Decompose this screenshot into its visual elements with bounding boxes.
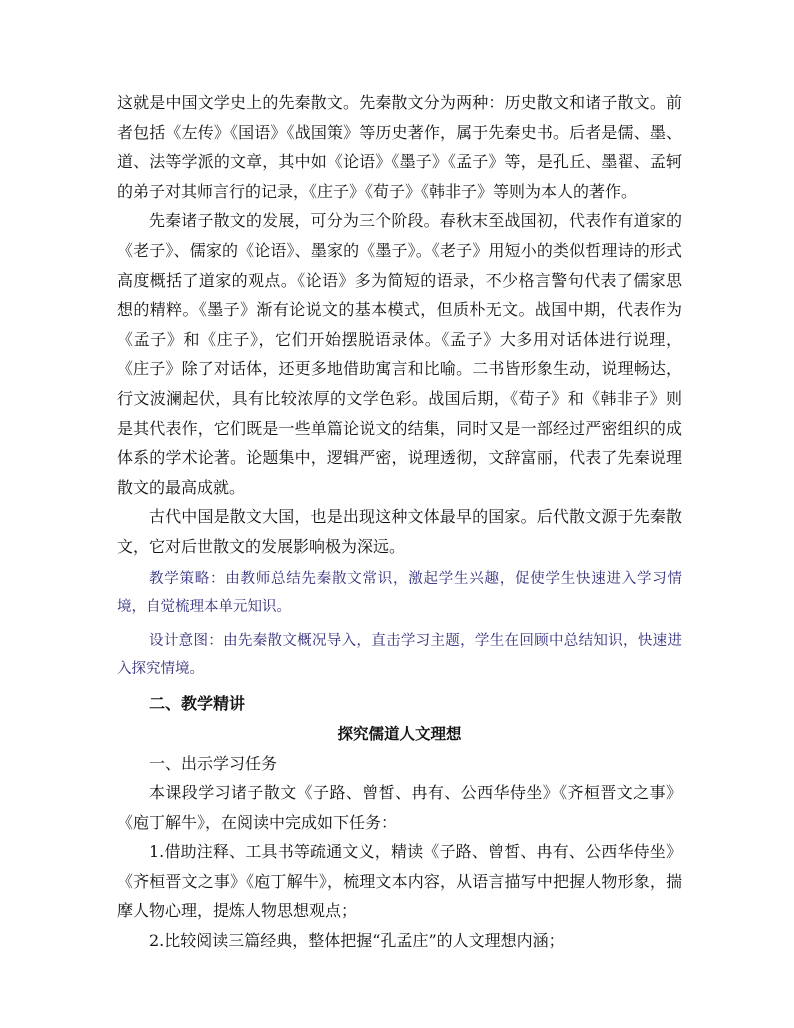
task-intro-paragraph: 本课段学习诸子散文《子路、曾皙、冉有、公西华侍坐》《齐桓晋文之事》《庖丁解牛》，在阅读中完成如下任务：	[117, 783, 682, 832]
development-paragraph: 先秦诸子散文的发展，可分为三个阶段。春秋末至战国初，代表作有道家的《老子》、儒家的《论语》、墨家的《墨子》。《老子》用短小的类似哲理诗的形式高度概括了道家的观点。《论语》多为简短的语录，不少格言警句代表了儒家思想的精粹。《墨子》渐有论说文的基本模式，但质朴无文。战国中期，代表作为《孟子》和《庄子》，它们开始摆脱语录体。《孟子》大多用对话体进行说理，《庄子》除了对话体，还更多地借助寓言和比喻。二书皆形象生动，说理畅达，行文波澜起伏，具有比较浓厚的文学色彩。战国后期，《荀子》和《韩非子》则是其代表作，它们既是一些单篇论说文的结集，同时又是一部经过严密组织的成体系的学术论著。论题集中，逻辑严密，说理透彻，文辞富丽，代表了先秦说理散文的最高成就。	[117, 211, 682, 497]
design-intent-note: 设计意图：由先秦散文概况导入，直击学习主题，学生在回顾中总结知识，快速进入探究情境。	[117, 632, 682, 677]
topic-title: 探究儒道人文理想	[337, 724, 462, 743]
subheading-learning-tasks: 一、出示学习任务	[149, 753, 278, 773]
teaching-strategy-note: 教学策略：由教师总结先秦散文常识，激起学生兴趣，促使学生快速进入学习情境，自觉梳理本单元知识。	[117, 570, 682, 615]
intro-paragraph: 这就是中国文学史上的先秦散文。先秦散文分为两种：历史散文和诸子散文。前者包括《左传》《国语》《战国策》等历史著作，属于先秦史书。后者是儒、墨、道、法等学派的文章，其中如《论语》《墨子》《孟子》等，是孔丘、墨翟、孟轲的弟子对其师言行的记录，《庄子》《荀子》《韩非子》等则为本人的著作。	[117, 93, 682, 201]
section-heading: 二、教学精讲	[149, 693, 246, 713]
task-item-1: 1.借助注释、工具书等疏通文义，精读《子路、曾皙、冉有、公西华侍坐》《齐桓晋文之事》《庖丁解牛》，梳理文本内容，从语言描写中把握人物形象，揣摩人物心理，提炼人物思想观点；	[117, 842, 682, 921]
task-item-2: 2.比较阅读三篇经典，整体把握“孔孟庄”的人文理想内涵；	[149, 931, 565, 951]
influence-paragraph: 古代中国是散文大国，也是出现这种文体最早的国家。后代散文源于先秦散文，它对后世散文的发展影响极为深远。	[117, 507, 682, 556]
document-page	[117, 88, 682, 956]
